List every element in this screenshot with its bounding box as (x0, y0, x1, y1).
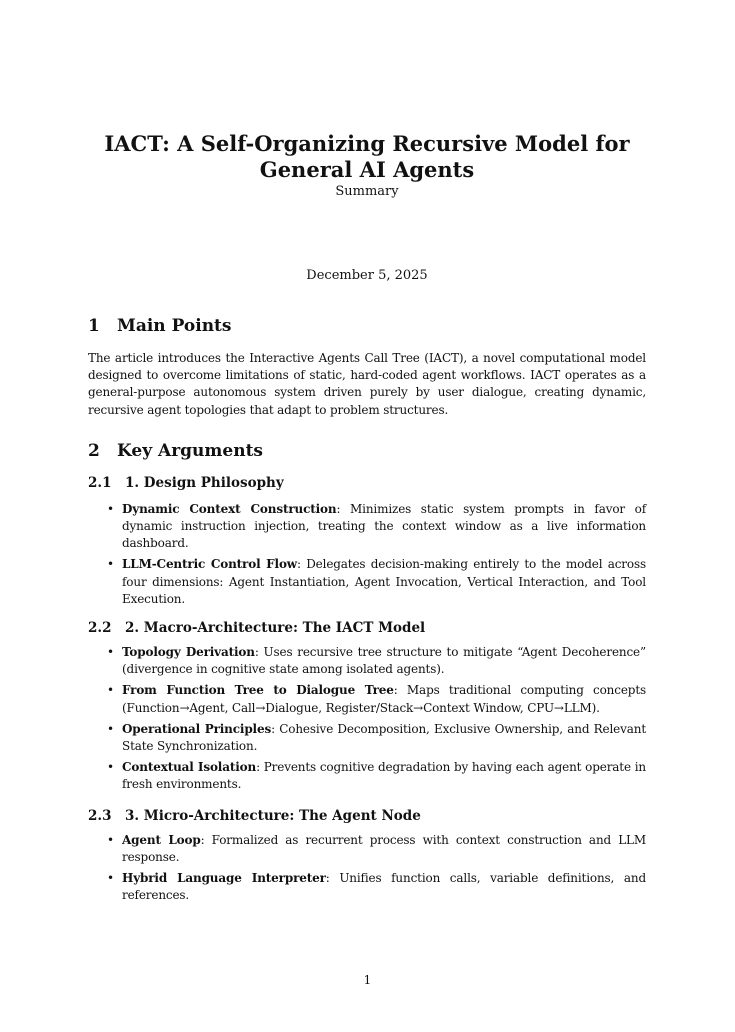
main-points-paragraph: The article introduces the Interactive Agents Call Tree (IACT), a novel computational model designed to overcome limitations of static, hard-coded agent workflows. IACT operates as a general-purpose autonomous system driven purely by user dialogue, creating dynamic, recursive agent topologies that adapt to problem structures. (88, 351, 646, 417)
item-term: Contextual Isolation (122, 760, 257, 775)
bullet-icon: • (107, 683, 114, 698)
section-number: 2 (88, 440, 100, 461)
list-item (88, 556, 646, 608)
item-text: : Uses recursive tree structure to mitigate “Agent Decoherence” (divergence in cognitive state among isolated agents). (122, 645, 646, 677)
section-heading-key-arguments (88, 441, 646, 461)
subsection-number: 2.1 (88, 474, 112, 491)
bullet-icon: • (107, 721, 114, 736)
item-text: : Formalized as recurrent process with context construction and LLM response. (122, 832, 646, 864)
item-term: From Function Tree to Dialogue Tree (122, 683, 394, 698)
list-item (88, 832, 646, 866)
document-title: IACT: A Self-Organizing Recursive Model for General AI Agents (104, 131, 630, 182)
list-item (88, 721, 646, 755)
bullet-list (88, 644, 646, 794)
subsection-title: 2. Macro-Architecture: The IACT Model (125, 620, 426, 637)
list-item (88, 759, 646, 793)
item-term: Agent Loop (122, 832, 201, 847)
item-text: : Unifies function calls, variable definitions, and references. (122, 871, 646, 903)
bullet-icon: • (107, 645, 114, 660)
bullet-icon: • (107, 501, 114, 516)
item-term: Operational Principles (122, 721, 272, 736)
document-date: December 5, 2025 (306, 268, 428, 283)
subsection-title: 3. Micro-Architecture: The Agent Node (125, 807, 421, 824)
bullet-list (88, 501, 646, 608)
subsection-number: 2.2 (88, 620, 112, 637)
subsection-heading-micro-architecture (88, 808, 646, 824)
subsection-heading-macro-architecture (88, 620, 646, 636)
item-term: Hybrid Language Interpreter (122, 871, 326, 886)
bullet-icon: • (107, 832, 114, 847)
item-text: : Prevents cognitive degradation by having each agent operate in fresh environments. (122, 760, 646, 792)
bullet-list (88, 832, 646, 905)
subsection-number: 2.3 (88, 807, 112, 824)
document-subtitle: Summary (335, 184, 399, 199)
item-text: : Maps traditional computing concepts (Function→Agent, Call→Dialogue, Register/Stack→Context Window, CPU→LLM). (122, 683, 646, 715)
page-number: 1 (363, 973, 372, 987)
list-item (88, 501, 646, 553)
item-term: LLM-Centric Control Flow (122, 557, 297, 572)
section-title: Main Points (117, 316, 232, 336)
section-number: 1 (88, 316, 100, 336)
item-term: Topology Derivation (122, 645, 255, 660)
item-text: : Minimizes static system prompts in favor of dynamic instruction injection, treating the context window as a live information dashboard. (122, 501, 647, 551)
item-text: : Delegates decision-making entirely to the model across four dimensions: Agent Instantiation, Agent Invocation, Vertical Interaction, and Tool Execution. (122, 557, 646, 606)
section-heading-main-points (88, 316, 646, 336)
bullet-icon: • (107, 871, 114, 886)
item-text: : Cohesive Decomposition, Exclusive Ownership, and Relevant State Synchronization. (122, 721, 646, 754)
bullet-icon: • (107, 557, 114, 572)
section-title: Key Arguments (117, 440, 263, 461)
item-term: Dynamic Context Construction (122, 501, 337, 516)
subsection-heading-design-philosophy (88, 475, 646, 491)
document-body (88, 316, 646, 908)
list-item (88, 644, 646, 678)
bullet-icon: • (107, 760, 114, 775)
list-item (88, 870, 646, 904)
subsection-title: 1. Design Philosophy (125, 474, 284, 491)
list-item (88, 682, 646, 716)
